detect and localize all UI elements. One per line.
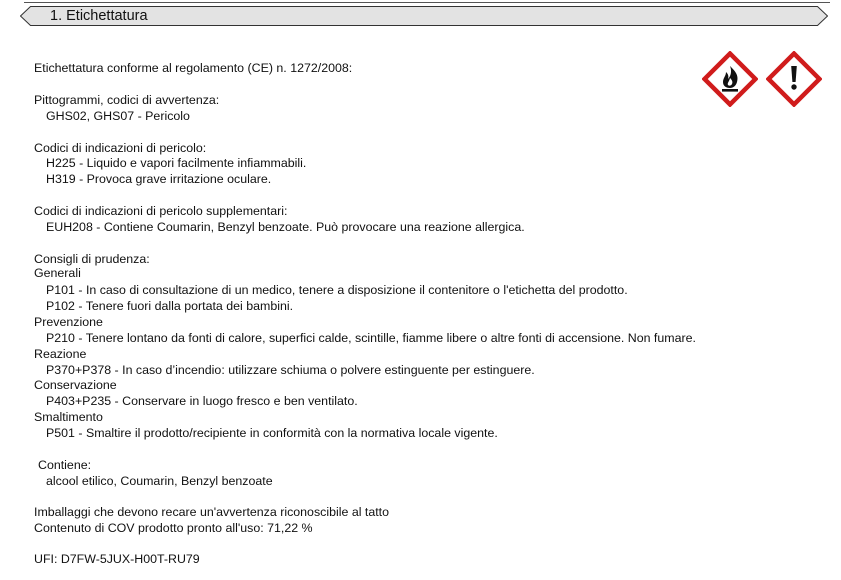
supplementary-item: EUH208 - Contiene Coumarin, Benzyl benzoate. Può provocare una reazione allergica. <box>46 220 525 234</box>
hazard-heading: Codici di indicazioni di pericolo: <box>34 141 207 155</box>
precaution-group-label: Conservazione <box>34 378 117 392</box>
section-title: 1. Etichettatura <box>50 8 148 24</box>
precaution-item: P101 - In caso di consultazione di un medico, tenere a disposizione il contenitore o l'etichetta del prodotto. <box>46 283 628 297</box>
precaution-group-label: Generali <box>34 266 81 280</box>
precautionary-heading: Consigli di prudenza: <box>34 252 150 266</box>
hazard-item: H319 - Provoca grave irritazione oculare. <box>46 172 272 186</box>
precaution-item: P102 - Tenere fuori dalla portata dei bambini. <box>46 299 294 313</box>
pictograms-heading: Pittogrammi, codici di avvertenza: <box>34 93 220 107</box>
precaution-item: P210 - Tenere lontano da fonti di calore, superfici calde, scintille, fiamme libere o altre fonti di accensione. Non fumare. <box>46 331 696 345</box>
intro-text: Etichettatura conforme al regolamento (CE) n. 1272/2008: <box>34 61 353 75</box>
top-rule <box>24 2 830 3</box>
flame-icon <box>702 51 758 107</box>
packaging-text: Imballaggi che devono recare un'avvertenza riconoscibile al tatto <box>34 505 390 519</box>
precaution-item: P501 - Smaltire il prodotto/recipiente in conformità con la normativa locale vigente. <box>46 426 498 440</box>
precaution-group-label: Smaltimento <box>34 410 103 424</box>
voc-text: Contenuto di COV prodotto pronto all'uso: 71,22 % <box>34 521 313 535</box>
pictograms-value: GHS02, GHS07 - Pericolo <box>46 109 190 123</box>
section-header <box>20 6 828 26</box>
contains-heading: Contiene: <box>38 458 92 472</box>
precaution-item: P370+P378 - In caso d’incendio: utilizzare schiuma o polvere estinguente per estinguere. <box>46 363 535 377</box>
ufi-code: UFI: D7FW-5JUX-H00T-RU79 <box>34 552 200 566</box>
exclamation-mark-icon <box>766 51 822 107</box>
precaution-group-label: Reazione <box>34 347 87 361</box>
supplementary-heading: Codici di indicazioni di pericolo supplementari: <box>34 204 288 218</box>
precaution-item: P403+P235 - Conservare in luogo fresco e ben ventilato. <box>46 394 358 408</box>
contains-value: alcool etilico, Coumarin, Benzyl benzoate <box>46 474 273 488</box>
precaution-group-label: Prevenzione <box>34 315 103 329</box>
hazard-item: H225 - Liquido e vapori facilmente infiammabili. <box>46 156 307 170</box>
